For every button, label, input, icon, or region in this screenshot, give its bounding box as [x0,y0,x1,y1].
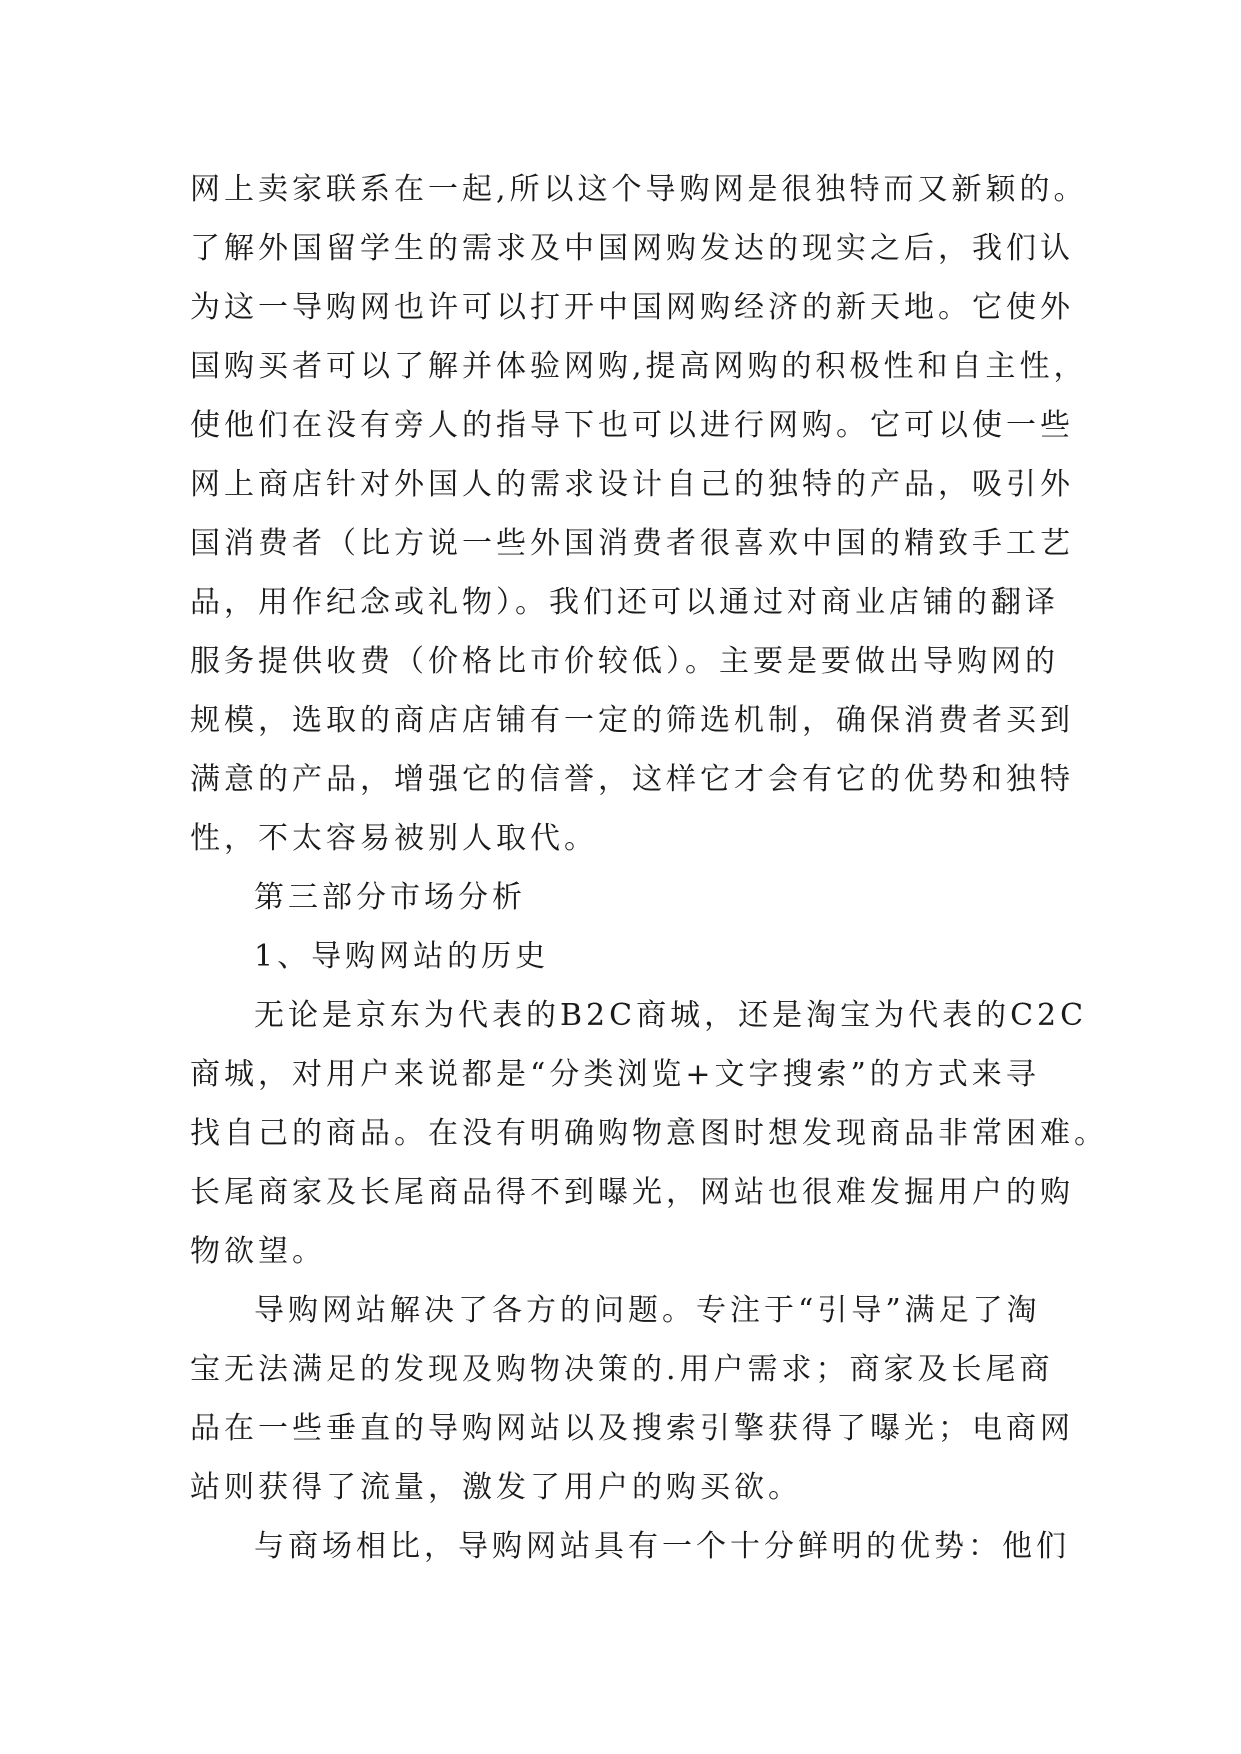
text-line: 国消费者（比方说一些外国消费者很喜欢中国的精致手工艺 [190,526,1074,561]
text-line: 使他们在没有旁人的指导下也可以进行网购。它可以使一些 [190,408,1074,443]
text-line: 找自己的商品。在没有明确购物意图时想发现商品非常困难。 [190,1116,1108,1151]
text-line: 站则获得了流量，激发了用户的购买欲。 [190,1470,802,1505]
text-line: 无论是京东为代表的B2C商城，还是淘宝为代表的C2C [254,998,1088,1033]
text-line: 与商场相比，导购网站具有一个十分鲜明的优势：他们 [254,1529,1070,1564]
text-line: 商城，对用户来说都是“分类浏览+文字搜索”的方式来寻 [190,1057,1040,1092]
text-line: 品，用作纪念或礼物）。我们还可以通过对商业店铺的翻译 [190,585,1059,620]
text-line: 国购买者可以了解并体验网购,提高网购的积极性和自主性， [190,349,1088,384]
text-line: 满意的产品，增强它的信誉，这样它才会有它的优势和独特 [190,762,1074,797]
document-body [190,160,1108,1576]
text-line: 网上卖家联系在一起,所以这个导购网是很独特而又新颖的。 [190,172,1088,207]
text-line: 性，不太容易被别人取代。 [190,821,598,856]
text-line: 导购网站解决了各方的问题。专注于“引导”满足了淘 [254,1293,1041,1328]
text-line: 品在一些垂直的导购网站以及搜索引擎获得了曝光；电商网 [190,1411,1074,1446]
text-line: 1、导购网站的历史 [254,939,550,974]
text-line: 第三部分市场分析 [254,880,526,915]
text-line: 为这一导购网也许可以打开中国网购经济的新天地。它使外 [190,290,1074,325]
text-line: 网上商店针对外国人的需求设计自己的独特的产品，吸引外 [190,467,1074,502]
text-line: 规模，选取的商店店铺有一定的筛选机制，确保消费者买到 [190,703,1074,738]
text-line: 宝无法满足的发现及购物决策的.用户需求；商家及长尾商 [190,1352,1054,1387]
text-line: 物欲望。 [190,1234,326,1269]
text-line: 长尾商家及长尾商品得不到曝光，网站也很难发掘用户的购 [190,1175,1074,1210]
text-line: 服务提供收费（价格比市价较低）。主要是要做出导购网的 [190,644,1059,679]
text-line: 了解外国留学生的需求及中国网购发达的现实之后，我们认 [190,231,1074,266]
